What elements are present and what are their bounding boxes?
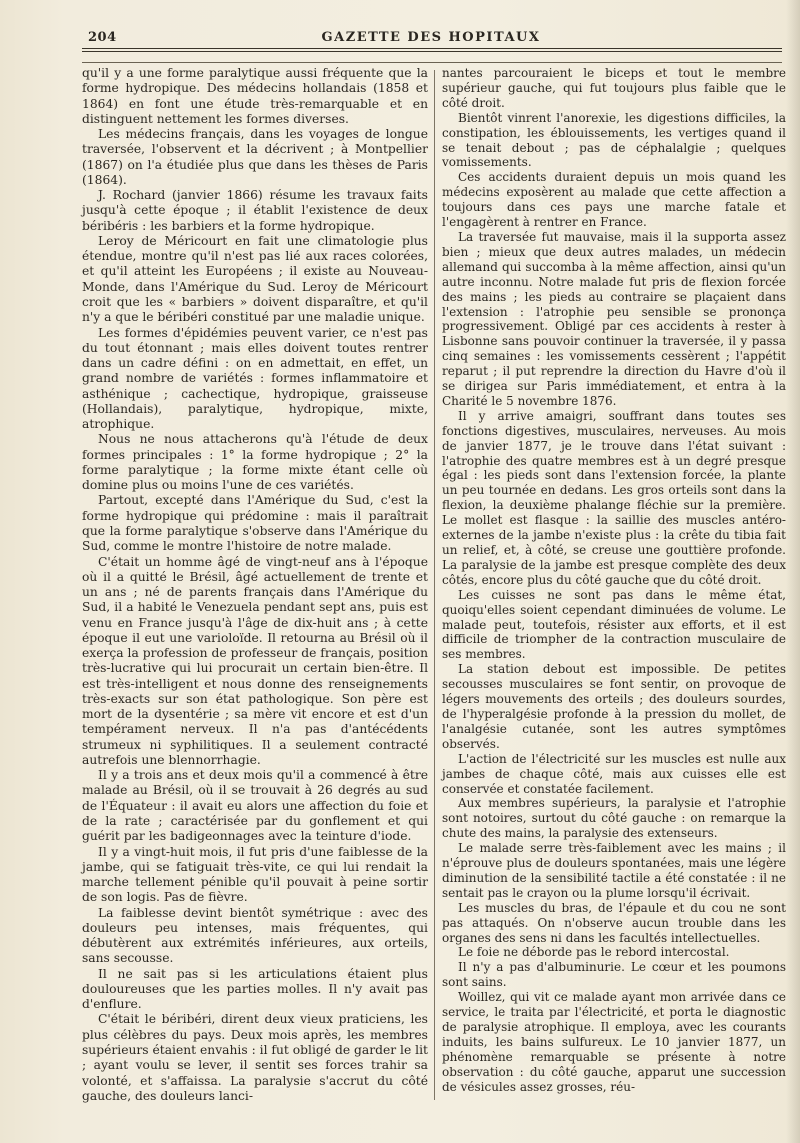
paragraph: Les médecins français, dans les voyages de longue traversée, l'observent et la décrivent ; à Montpellier (1867) on l'a étudiée plus que dans les thèses de Paris (1864). [82,127,428,187]
column-divider [434,70,435,1100]
journal-title: GAZETTE DES HOPITAUX [321,30,541,45]
paragraph: Il y a vingt-huit mois, il fut pris d'une faiblesse de la jambe, qui se fatiguait très-vite, ce qui lui rendait la marche tellement pénible qu'il pouvait à peine sortir de son logis. Pas de fièvre. [82,844,428,905]
paragraph: C'était un homme âgé de vingt-neuf ans à l'époque où il a quitté le Brésil, âgé actuellement de trente et un ans ; né de parents français dans l'Amérique du Sud, il a habité le Venezuela pendant sept ans, puis est venu en France jusqu'à l'âge de dix-huit ans ; à cette époque il eut une varioloïde. Il retourna au Brésil où il exerça la profession de professeur de français, position très-lucrative qui lui procurait un certain bien-être. Il est très-intelligent et nous donne des renseignements très-exacts sur son état pathologique. Son père est mort de la dysentérie ; sa mère vit encore et est d'un tempérament nerveux. Il n'a pas d'antécédents strumeux ni syphilitiques. Il a seulement contracté autrefois une blennorrhagie. [82,554,428,767]
paragraph: Les formes d'épidémies peuvent varier, ce n'est pas du tout étonnant ; mais elles doivent toutes rentrer dans un cadre défini : on en admettait, en effet, un grand nombre de variétés : formes inflammatoire et asthénique ; cachectique, hydropique, graisseuse (Hollandais), paralytique, hydropique, mixte, atrophique. [82,325,428,432]
paragraph: Les cuisses ne sont pas dans le même état, quoiqu'elles soient cependant diminuées de volume. Le malade peut, toutefois, résister aux efforts, et il est difficile de triompher de la contraction musculaire de ses membres. [442,587,786,662]
paragraph: Ces accidents duraient depuis un mois quand les médecins exposèrent au malade que cette affection a toujours dans ces pays une marche fatale et l'engagèrent à rentrer en France. [442,170,786,230]
paragraph: Il n'y a pas d'albuminurie. Le cœur et les poumons sont sains. [442,960,786,990]
paragraph: nantes parcouraient le biceps et tout le membre supérieur gauche, qui fut toujours plus faible que le côté droit. [442,66,786,110]
paragraph: Il y arrive amaigri, souffrant dans toutes ses fonctions digestives, musculaires, nerveuses. Au mois de janvier 1877, je le trouve dans l'état suivant : l'atrophie des quatre membres est à un degré presque égal : les pieds sont dans l'extension forcée, la plante un peu tournée en dedans. Les gros orteils sont dans la flexion, la deuxième phalange fléchie sur la première. Le mollet est flasque : la saillie des muscles antéro-externes de la jambe n'existe plus : la crête du tibia fait un relief, et, à côté, se creuse une gouttière profonde. La paralysie de la jambe est presque complète des deux côtés, encore plus du côté gauche que du côté droit. [442,408,786,587]
page-number: 204 [88,30,117,45]
paragraph: Il ne sait pas si les articulations étaient plus douloureuses que les parties molles. Il n'y avait pas d'enflure. [82,966,428,1012]
paragraph: Il y a trois ans et deux mois qu'il a commencé à être malade au Brésil, où il se trouvait à 26 degrés au sud de l'Équateur : il avait eu alors une affection du foie et de la rate ; caractérisée par du gonflement et qui guérit par les badigeonnages avec la teinture d'iode. [82,768,428,844]
paragraph: Le foie ne déborde pas le rebord intercostal. [458,945,730,960]
paragraph: C'était le béribéri, dirent deux vieux praticiens, les plus célèbres du pays. Deux mois après, les membres supérieurs étaient envahis : il fut obligé de garder le lit ; ayant voulu se lever, il sentit ses forces trahir sa volonté, et s'affaissa. La paralysie s'accrut du côté gauche, des douleurs lanci- [82,1012,428,1103]
paragraph: La faiblesse devint bientôt symétrique : avec des douleurs peu intenses, mais fréquentes, qui débutèrent aux extrémités inférieures, aux orteils, sans secousse. [82,905,428,966]
paragraph: Woillez, qui vit ce malade ayant mon arrivée dans ce service, le traita par l'électricité, et porta le diagnostic de paralysie atrophique. Il employa, avec les courants induits, les bains sulfureux. Le 10 janvier 1877, un phénomène remarquable se présente à notre observation : du côté gauche, apparut une succession de vésicules assez grosses, réu- [442,990,786,1094]
paragraph: Les muscles du bras, de l'épaule et du cou ne sont pas attaqués. On n'observe aucun trouble dans les organes des sens ni dans les facultés intellectuelles. [442,900,786,945]
paragraph: J. Rochard (janvier 1866) résume les travaux faits jusqu'à cette époque ; il établit l'existence de deux béribéris : les barbiers et la forme hydropique. [82,188,428,233]
page-edge-shadow [786,0,800,1143]
paragraph: L'action de l'électricité sur les muscles est nulle aux jambes de chaque côté, mais aux cuisses elle est conservée et constatée facilement. [442,751,786,796]
right-column [442,66,786,1095]
paragraph: Nous ne nous attacherons qu'à l'étude de deux formes principales : 1° la forme hydropique ; 2° la forme paralytique ; la forme mixte étant celle où domine plus ou moins l'une de ces variétés. [82,432,428,493]
paragraph: Partout, excepté dans l'Amérique du Sud, c'est la forme hydropique qui prédomine : mais il paraîtrait que la forme paralytique s'observe dans l'Amérique du Sud, comme le montre l'histoire de notre malade. [82,493,428,554]
paragraph: La station debout est impossible. De petites secousses musculaires se font sentir, on provoque de légers mouvements des orteils ; des douleurs sourdes, de l'hyperalgésie profonde à la pression du mollet, de l'analgésie cutanée, sont les autres symptômes observés. [442,662,786,751]
header-rule [82,48,782,52]
paragraph: Leroy de Méricourt en fait une climatologie plus étendue, montre qu'il n'est pas lié aux races colorées, et qu'il atteint les Européens ; il existe au Nouveau-Monde, dans l'Amérique du Sud. Leroy de Méricourt croit que les « barbiers » doivent disparaître, et qu'il n'y a que le béribéri constitué par une maladie unique. [82,233,428,325]
header-rule-thin [82,62,782,63]
paragraph: Le malade serre très-faiblement avec les mains ; il n'éprouve plus de douleurs spontanées, mais une légère diminution de la sensibilité tactile a été constatée : il ne sentait pas le crayon ou la plume lorsqu'il écrivait. [442,841,786,900]
paragraph: Bientôt vinrent l'anorexie, les digestions difficiles, la constipation, les éblouissements, les vertiges quand il se tenait debout ; pas de céphalalgie ; quelques vomissements. [442,110,786,170]
paragraph: Aux membres supérieurs, la paralysie et l'atrophie sont notoires, surtout du côté gauche : on remarque la chute des mains, la paralysie des extenseurs. [442,796,786,841]
left-column [82,66,428,1104]
paragraph: La traversée fut mauvaise, mais il la supporta assez bien ; mieux que deux autres malades, un médecin allemand qui succomba à la même affection, ainsi qu'un autre inconnu. Notre malade fut pris de flexion forcée des mains ; les pieds au contraire se plaçaient dans l'extension : l'atrophie peu sensible se prononça progressivement. Obligé par ces accidents à rester à Lisbonne sans pouvoir continuer la traversée, il y passa cinq semaines : les vomissements cessèrent ; l'appétit reparut ; il put reprendre la direction du Havre d'où il se dirigea sur Paris immédiatement, et entra à la Charité le 5 novembre 1876. [442,229,786,408]
paragraph: qu'il y a une forme paralytique aussi fréquente que la forme hydropique. Des médecins hollandais (1858 et 1864) en font une étude très-remarquable et en distinguent nettement les formes diverses. [82,66,428,126]
